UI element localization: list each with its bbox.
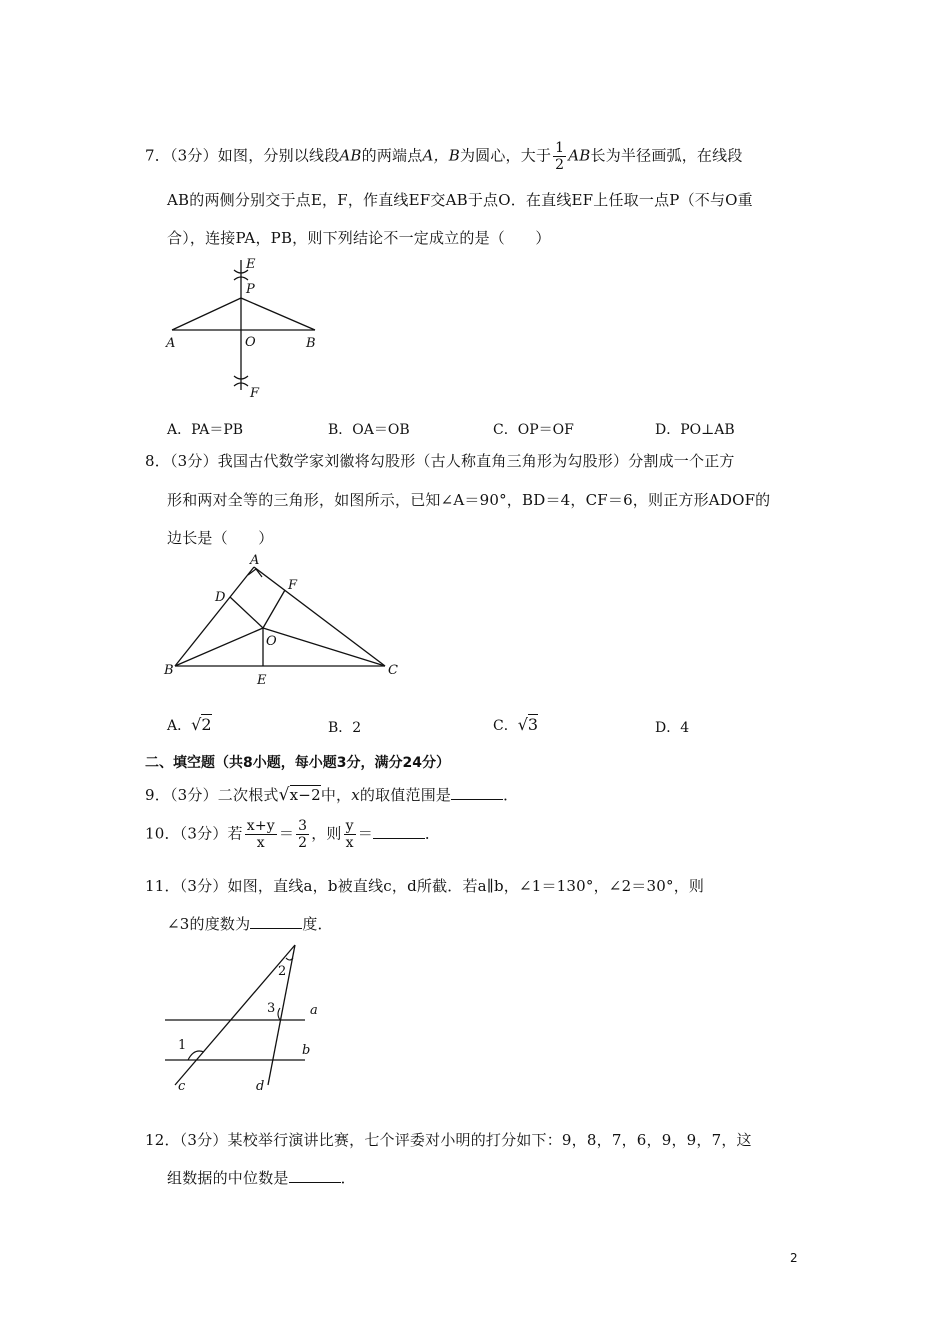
q11-blank[interactable] — [250, 914, 302, 929]
label-o: O — [266, 634, 277, 649]
label-f: F — [288, 578, 298, 593]
q7-line2: AB的两侧分别交于点E，F，作直线EF交AB于点O．在直线EF上任取一点P（不与O重 — [167, 191, 753, 209]
label-angle-2: 2 — [278, 964, 287, 979]
label-e: E — [257, 673, 267, 687]
label-line-b: b — [302, 1043, 311, 1058]
label-angle-3: 3 — [267, 1001, 276, 1016]
angle-1-arc — [188, 1051, 204, 1060]
page-number: 2 — [790, 1251, 798, 1265]
section-title: 二、填空题（共8小题，每小题3分，满分24分） — [145, 755, 450, 771]
q7-option-b: B．OA＝OB — [328, 422, 410, 438]
q10-blank[interactable] — [373, 824, 425, 839]
q11-line2: ∠3的度数为 度． — [167, 915, 333, 933]
q7-option-d: D．PO⊥AB — [655, 422, 735, 438]
right-angle-mark — [248, 569, 262, 577]
label-p: P — [246, 282, 255, 297]
q8-figure — [160, 552, 410, 687]
label-o: O — [245, 335, 256, 350]
q7-option-a: A．PA＝PB — [167, 422, 244, 438]
q9-blank[interactable] — [451, 785, 503, 800]
q12-blank[interactable] — [289, 1168, 341, 1183]
label-f: F — [250, 386, 260, 401]
q7-fraction: $\frac{1}{2}$ — [555, 140, 565, 173]
q7-line3: 合），连接PA，PB，则下列结论不一定成立的是（ ） — [167, 229, 551, 247]
q8-line2: 形和两对全等的三角形，如图所示，已知∠A＝90°，BD＝4，CF＝6，则正方形ADOF的 — [167, 491, 771, 509]
label-b: B — [306, 336, 316, 351]
label-d: D — [215, 590, 226, 605]
q8-option-a: A．√2 — [167, 715, 212, 734]
label-c: C — [388, 663, 398, 678]
label-line-c: c — [178, 1079, 186, 1093]
q8-option-b: B．2 — [328, 720, 362, 736]
q7-line1: 7．（3分）如图，分别以线段AB的两端点A，B为圆心，大于 $\frac{1}{2}$ AB长为半径画弧，在线段 — [145, 140, 743, 173]
label-line-a: a — [310, 1003, 318, 1018]
q9-line: 9．（3分）二次根式√x−2中，x的取值范围是 ． — [145, 785, 519, 805]
q11-figure — [160, 938, 330, 1093]
label-a: A — [250, 553, 260, 568]
angle-3-arc — [278, 1008, 280, 1020]
q8-line1: 8．（3分）我国古代数学家刘徽将勾股形（古人称直角三角形为勾股形）分割成一个正方 — [145, 452, 735, 470]
label-a: A — [166, 336, 176, 351]
label-angle-1: 1 — [178, 1038, 187, 1053]
label-e: E — [246, 257, 256, 272]
q11-line1: 11．（3分）如图，直线a，b被直线c，d所截．若a∥b，∠1＝130°，∠2＝30°，则 — [145, 877, 705, 895]
q7-option-c: C．OP＝OF — [493, 422, 574, 438]
label-b: B — [164, 663, 174, 678]
q10-line: 10．（3分）若 $\frac{x+y}{x}$ ＝ $\frac{3}{2}$ ，则 $\frac{y}{x}$ ＝ ． — [145, 818, 441, 851]
q8-line3: 边长是（ ） — [167, 529, 274, 547]
q12-line2: 组数据的中位数是 ． — [167, 1169, 356, 1187]
label-line-d: d — [256, 1079, 265, 1093]
q7-figure — [160, 252, 335, 402]
q12-line1: 12．（3分）某校举行演讲比赛，七个评委对小明的打分如下：9，8，7，6，9，9，7，这 — [145, 1131, 752, 1149]
q8-option-c: C．√3 — [493, 715, 539, 734]
q8-option-d: D．4 — [655, 720, 690, 736]
